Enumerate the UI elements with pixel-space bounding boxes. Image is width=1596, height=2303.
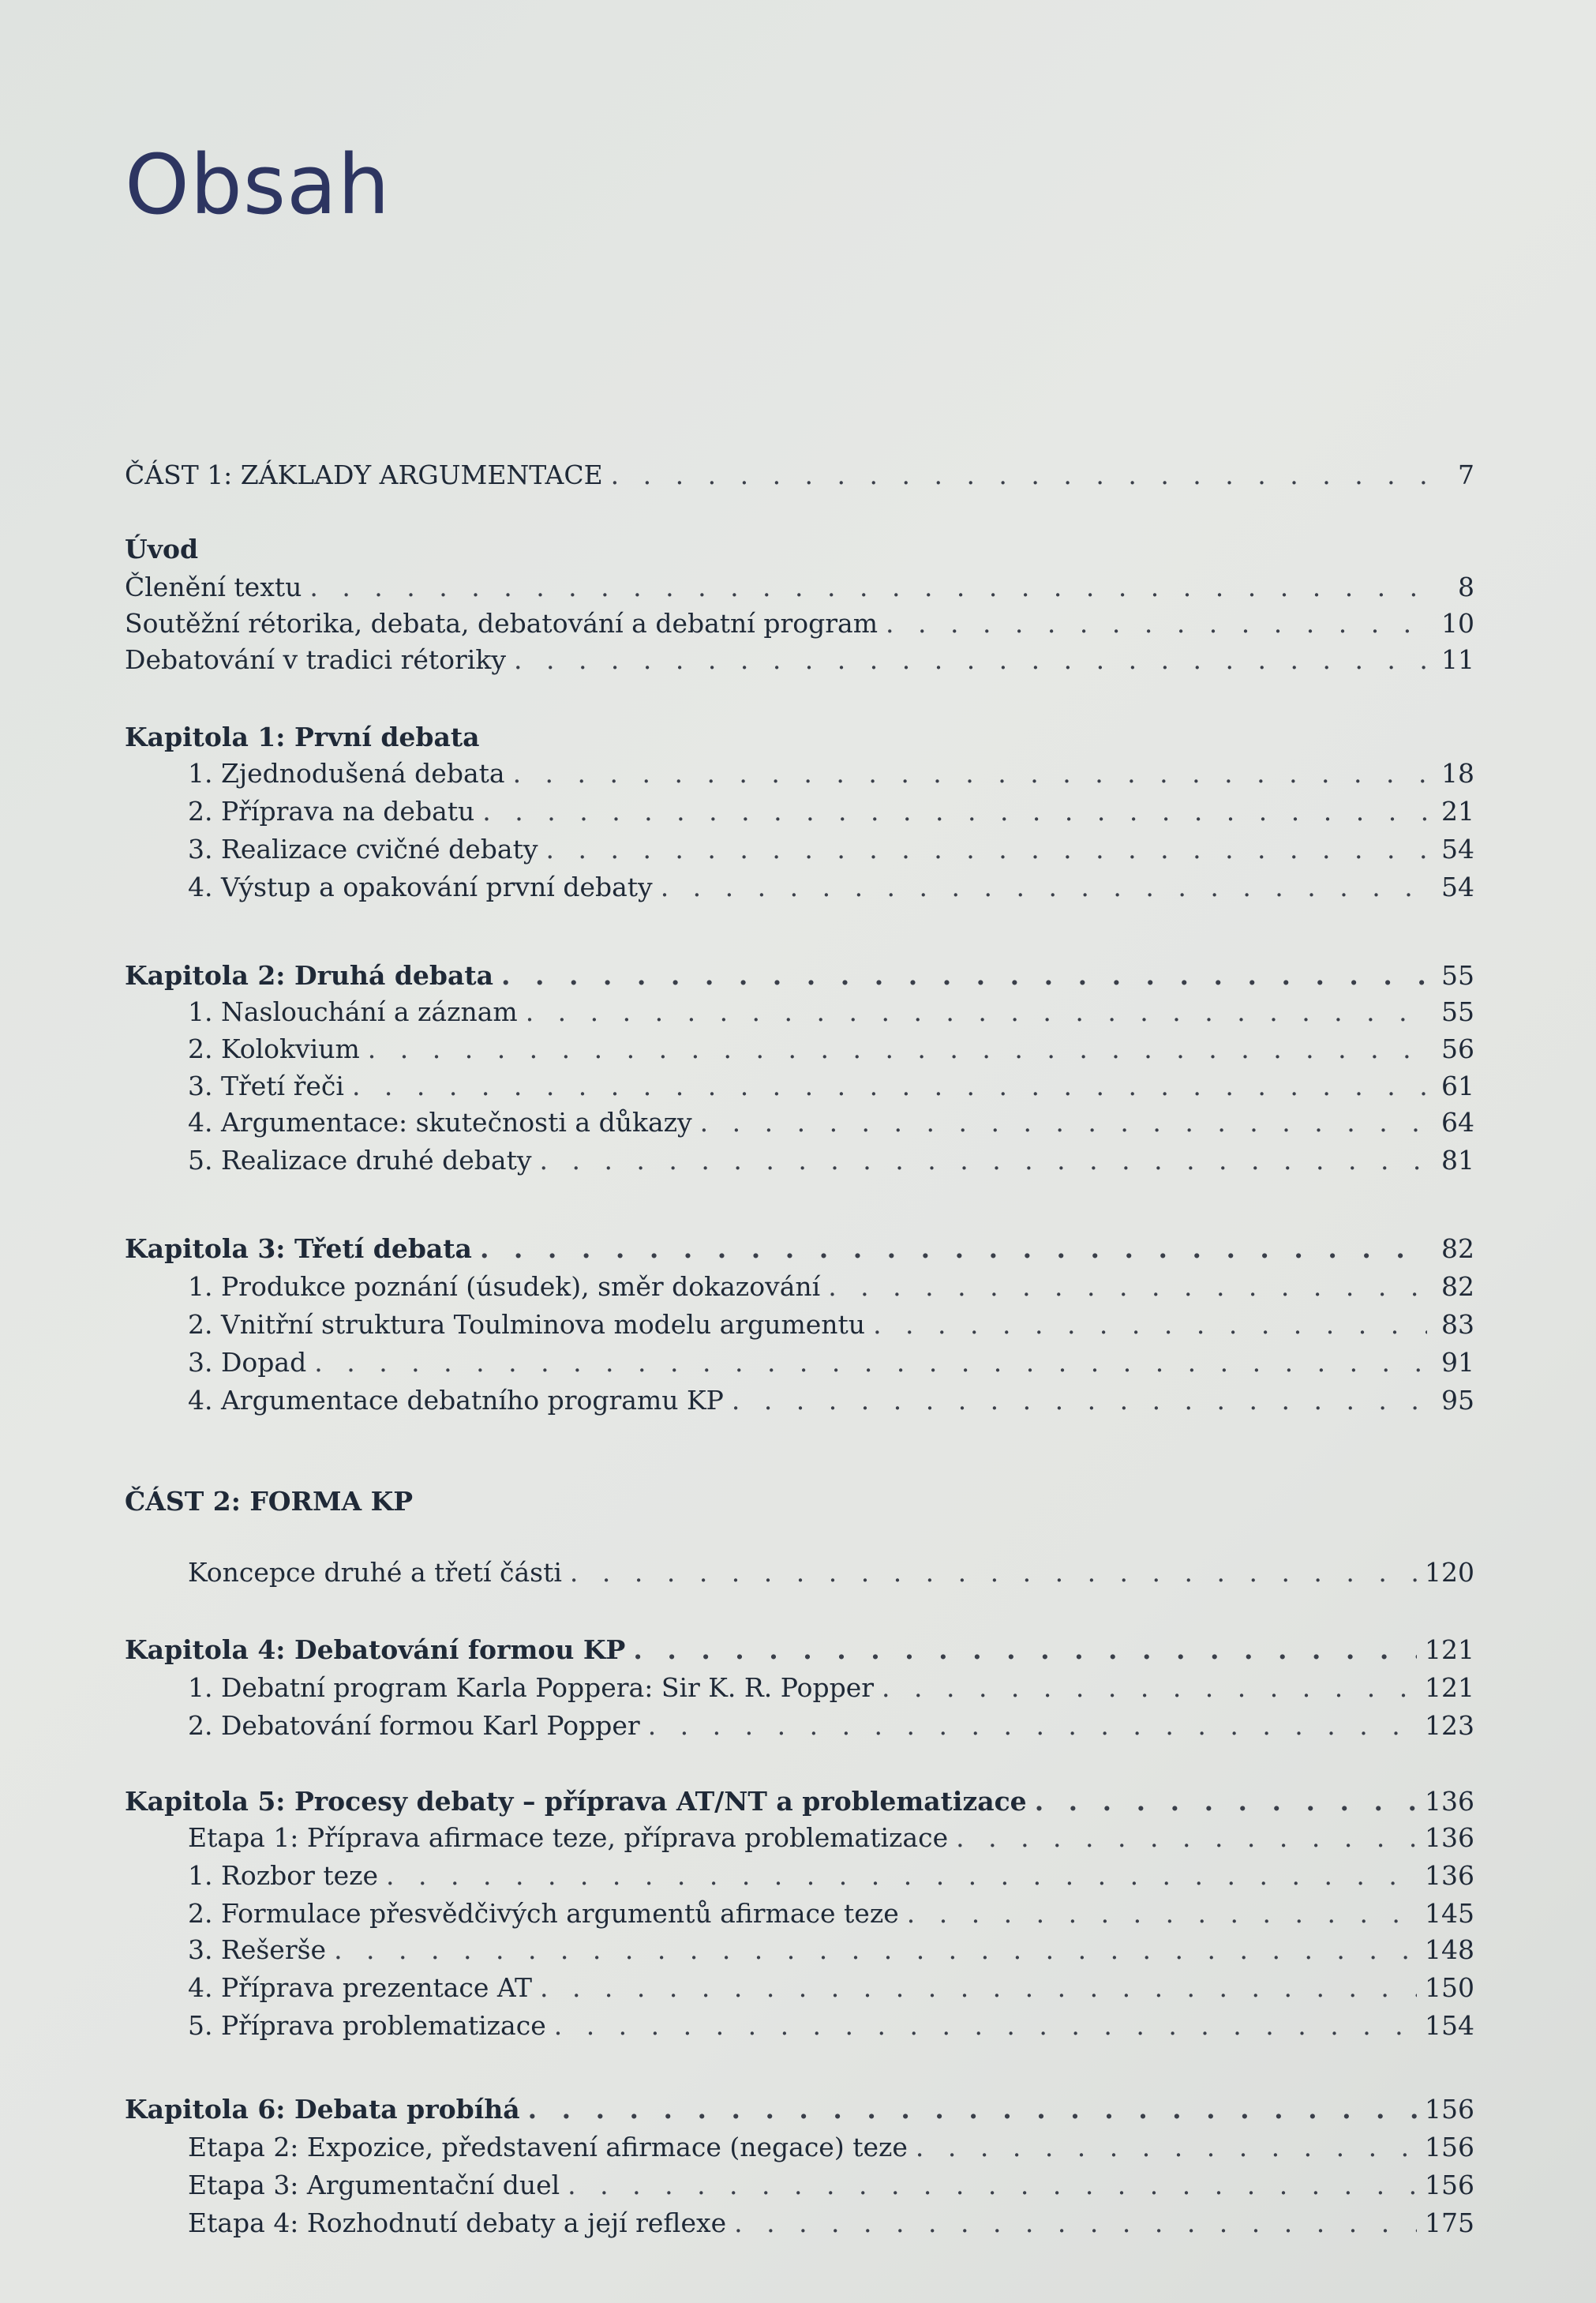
- toc-page-number: 150: [1425, 1972, 1474, 2003]
- toc-page-number: 148: [1425, 1934, 1474, 1965]
- toc-entry-label: 3. Třetí řeči: [188, 1071, 344, 1101]
- toc-heading: [125, 720, 1474, 755]
- toc-page-number: 55: [1441, 960, 1474, 991]
- toc-entry: [125, 458, 1474, 493]
- dot-leader: [514, 643, 1427, 677]
- toc-entry-label: 5. Příprava problematizace: [188, 2010, 546, 2041]
- toc-entry-label: 1. Debatní program Karla Poppera: Sir K. R. Popper: [188, 1672, 875, 1703]
- toc-entry: [188, 1671, 1474, 1705]
- dot-leader: [546, 832, 1428, 867]
- dot-leader: [513, 756, 1427, 791]
- toc-entry: [188, 1383, 1474, 1418]
- toc-entry: [188, 794, 1474, 829]
- toc-page-number: 56: [1441, 1033, 1474, 1064]
- toc-page-number: 136: [1425, 1786, 1474, 1817]
- dot-leader: [611, 458, 1427, 493]
- toc-entry-label: 2. Příprava na debatu: [188, 796, 475, 827]
- dot-leader: [568, 2168, 1417, 2203]
- toc-entry-label: Etapa 2: Expozice, představení afirmace (negace) teze: [188, 2132, 908, 2162]
- toc-entry-label: 1. Zjednodušená debata: [188, 758, 505, 789]
- toc-entry: [188, 756, 1474, 791]
- dot-leader: [886, 606, 1427, 641]
- toc-entry: [188, 1971, 1474, 2005]
- dot-leader: [334, 1933, 1417, 1967]
- toc-page-number: 54: [1441, 872, 1474, 902]
- toc-page-number: 21: [1441, 796, 1474, 827]
- toc-entry: [188, 995, 1474, 1030]
- dot-leader: [368, 1032, 1427, 1067]
- dot-leader: [732, 1383, 1427, 1418]
- dot-leader: [540, 1971, 1417, 2005]
- toc-heading: [125, 1633, 1474, 1667]
- toc-page-number: 91: [1441, 1347, 1474, 1378]
- toc-entry-label: 4. Výstup a opakování první debaty: [188, 872, 653, 902]
- dot-leader: [528, 2092, 1417, 2127]
- toc-entry-label: Kapitola 1: První debata: [125, 722, 480, 752]
- toc-page-number: 136: [1425, 1822, 1474, 1853]
- toc-page-number: 156: [1425, 2170, 1474, 2200]
- toc-entry-label: 3. Rešerše: [188, 1934, 327, 1965]
- toc-entry: [188, 2168, 1474, 2203]
- toc-page-number: 120: [1425, 1557, 1474, 1588]
- toc-heading: [125, 958, 1474, 993]
- toc-entry: [188, 1821, 1474, 1855]
- toc-heading: [125, 1484, 1474, 1519]
- dot-leader: [828, 1270, 1427, 1304]
- dot-leader: [554, 2009, 1417, 2043]
- dot-leader: [916, 2130, 1417, 2165]
- dot-leader: [700, 1105, 1427, 1140]
- toc-page-number: 55: [1441, 996, 1474, 1027]
- toc-entry: [125, 570, 1474, 605]
- toc-page-number: 154: [1425, 2010, 1474, 2041]
- toc-page-number: 121: [1425, 1672, 1474, 1703]
- page-title: Obsah: [125, 137, 391, 233]
- toc-entry-label: Kapitola 6: Debata probíhá: [125, 2094, 520, 2125]
- toc-entry-label: Debatování v tradici rétoriky: [125, 644, 506, 675]
- toc-entry: [188, 2130, 1474, 2165]
- toc-entry-label: 2. Kolokvium: [188, 1033, 360, 1064]
- toc-entry: [188, 1859, 1474, 1893]
- toc-entry: [188, 1555, 1474, 1590]
- dot-leader: [482, 794, 1427, 829]
- toc-entry-label: Koncepce druhé a třetí části: [188, 1557, 562, 1588]
- toc-page-number: 83: [1441, 1309, 1474, 1340]
- toc-entry-label: ČÁST 2: FORMA KP: [125, 1486, 414, 1517]
- toc-page-number: 156: [1425, 2132, 1474, 2162]
- toc-entry-label: 4. Argumentace debatního programu KP: [188, 1385, 724, 1416]
- dot-leader: [309, 570, 1427, 605]
- toc-entry-label: Soutěžní rétorika, debata, debatování a debatní program: [125, 608, 878, 639]
- toc-entry-label: 4. Příprava prezentace AT: [188, 1972, 532, 2003]
- toc-entry-label: 2. Vnitřní struktura Toulminova modelu argumentu: [188, 1309, 866, 1340]
- toc-page-number: 136: [1425, 1860, 1474, 1891]
- dot-leader: [352, 1069, 1427, 1104]
- toc-page-number: 175: [1425, 2207, 1474, 2238]
- toc-entry-label: Etapa 3: Argumentační duel: [188, 2170, 560, 2200]
- dot-leader: [480, 1232, 1427, 1266]
- toc-entry-label: 2. Debatování formou Karl Popper: [188, 1710, 640, 1741]
- toc-page-number: 121: [1425, 1634, 1474, 1665]
- toc-page-number: 8: [1458, 572, 1474, 602]
- toc-entry-label: 1. Naslouchání a záznam: [188, 996, 518, 1027]
- dot-leader: [1035, 1784, 1417, 1819]
- toc-entry: [188, 1708, 1474, 1743]
- toc-entry-label: ČÁST 1: ZÁKLADY ARGUMENTACE: [125, 459, 603, 490]
- dot-leader: [873, 1307, 1427, 1342]
- toc-entry-label: Kapitola 3: Třetí debata: [125, 1233, 472, 1264]
- toc-heading: [125, 2092, 1474, 2127]
- toc-page-number: 18: [1441, 758, 1474, 789]
- dot-leader: [526, 995, 1427, 1030]
- toc-entry-label: Kapitola 5: Procesy debaty – příprava AT/NT a problematizace: [125, 1786, 1027, 1817]
- toc-heading: [125, 532, 1474, 567]
- toc-entry-label: Úvod: [125, 534, 199, 564]
- toc-entry: [125, 606, 1474, 641]
- toc-entry: [188, 1270, 1474, 1304]
- toc-heading: [125, 1784, 1474, 1819]
- toc-page-number: 11: [1441, 644, 1474, 675]
- toc-page-number: 81: [1441, 1145, 1474, 1176]
- toc-page-number: 7: [1458, 459, 1474, 490]
- toc-entry-label: Kapitola 2: Druhá debata: [125, 960, 493, 991]
- toc-entry-label: 5. Realizace druhé debaty: [188, 1145, 532, 1176]
- toc-page-number: 82: [1441, 1271, 1474, 1302]
- dot-leader: [734, 2206, 1417, 2241]
- toc-entry-label: Etapa 1: Příprava afirmace teze, příprava problematizace: [188, 1822, 949, 1853]
- toc-page-number: 123: [1425, 1710, 1474, 1741]
- dot-leader: [648, 1708, 1417, 1743]
- dot-leader: [539, 1143, 1427, 1178]
- dot-leader: [314, 1345, 1427, 1380]
- dot-leader: [386, 1859, 1417, 1893]
- toc-entry-label: 1. Produkce poznání (úsudek), směr dokazování: [188, 1271, 821, 1302]
- toc-entry: [188, 1069, 1474, 1104]
- toc-entry: [188, 2206, 1474, 2241]
- dot-leader: [501, 958, 1427, 993]
- toc-entry-label: Kapitola 4: Debatování formou KP: [125, 1634, 626, 1665]
- toc-heading: [125, 1232, 1474, 1266]
- toc-entry: [125, 643, 1474, 677]
- toc-entry: [188, 1143, 1474, 1178]
- toc-entry-label: 1. Rozbor teze: [188, 1860, 379, 1891]
- toc-page-number: 156: [1425, 2094, 1474, 2125]
- dot-leader: [882, 1671, 1417, 1705]
- toc-entry-label: Etapa 4: Rozhodnutí debaty a její reflexe: [188, 2207, 727, 2238]
- toc-entry-label: Členění textu: [125, 572, 302, 602]
- toc-entry: [188, 1896, 1474, 1931]
- toc-entry: [188, 1105, 1474, 1140]
- toc-entry: [188, 1307, 1474, 1342]
- toc-entry: [188, 2009, 1474, 2043]
- toc-entry: [188, 1933, 1474, 1967]
- dot-leader: [907, 1896, 1417, 1931]
- dot-leader: [661, 870, 1427, 905]
- toc-page-number: 82: [1441, 1233, 1474, 1264]
- toc-page-number: 64: [1441, 1107, 1474, 1138]
- toc-entry: [188, 1032, 1474, 1067]
- toc-page-number: 95: [1441, 1385, 1474, 1416]
- toc-page-number: 61: [1441, 1071, 1474, 1101]
- toc-page-number: 54: [1441, 834, 1474, 865]
- toc-entry-label: 2. Formulace přesvědčivých argumentů afirmace teze: [188, 1898, 899, 1929]
- toc-entry-label: 3. Realizace cvičné debaty: [188, 834, 538, 865]
- toc-page-number: 10: [1441, 608, 1474, 639]
- toc-entry: [188, 1345, 1474, 1380]
- toc-entry-label: 4. Argumentace: skutečnosti a důkazy: [188, 1107, 692, 1138]
- toc-entry: [188, 870, 1474, 905]
- toc-entry-label: 3. Dopad: [188, 1347, 307, 1378]
- dot-leader: [633, 1633, 1417, 1667]
- dot-leader: [570, 1555, 1417, 1590]
- dot-leader: [956, 1821, 1417, 1855]
- toc-page-number: 145: [1425, 1898, 1474, 1929]
- toc-entry: [188, 832, 1474, 867]
